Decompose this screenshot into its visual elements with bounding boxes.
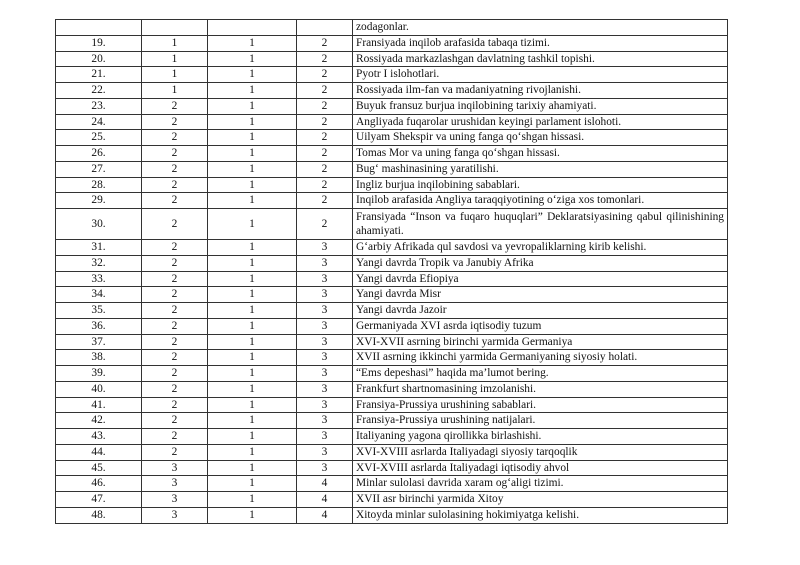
col-c-cell: 2 bbox=[297, 193, 353, 209]
table-row bbox=[56, 35, 728, 51]
col-b-cell: 1 bbox=[208, 413, 297, 429]
row-number-cell: 22. bbox=[56, 83, 142, 99]
table-row bbox=[56, 413, 728, 429]
col-a-cell: 2 bbox=[142, 303, 208, 319]
table-row bbox=[56, 177, 728, 193]
row-number-cell: 41. bbox=[56, 397, 142, 413]
questions-table-body bbox=[56, 20, 728, 524]
topic-cell: Uilyam Shekspir va uning fanga qo‘shgan hissasi. bbox=[353, 130, 728, 146]
col-b-cell: 1 bbox=[208, 381, 297, 397]
col-c-cell: 2 bbox=[297, 177, 353, 193]
topic-cell: Rossiyada markazlashgan davlatning tashkil topishi. bbox=[353, 51, 728, 67]
col-c-cell: 3 bbox=[297, 255, 353, 271]
col-b-cell: 1 bbox=[208, 492, 297, 508]
row-number-cell: 33. bbox=[56, 271, 142, 287]
row-number-cell: 45. bbox=[56, 460, 142, 476]
col-b-cell: 1 bbox=[208, 255, 297, 271]
table-row bbox=[56, 271, 728, 287]
col-b-cell: 1 bbox=[208, 51, 297, 67]
col-a-cell: 2 bbox=[142, 130, 208, 146]
col-b-cell: 1 bbox=[208, 444, 297, 460]
col-a-cell: 2 bbox=[142, 287, 208, 303]
col-c-cell: 3 bbox=[297, 350, 353, 366]
table-row bbox=[56, 98, 728, 114]
topic-cell: XVII asr birinchi yarmida Xitoy bbox=[353, 492, 728, 508]
col-b-cell: 1 bbox=[208, 83, 297, 99]
table-row bbox=[56, 429, 728, 445]
col-c-cell: 3 bbox=[297, 460, 353, 476]
col-a-cell: 2 bbox=[142, 146, 208, 162]
col-c-cell: 4 bbox=[297, 476, 353, 492]
col-a-cell bbox=[142, 20, 208, 36]
topic-cell: Germaniyada XVI asrda iqtisodiy tuzum bbox=[353, 318, 728, 334]
col-a-cell: 2 bbox=[142, 177, 208, 193]
col-b-cell: 1 bbox=[208, 177, 297, 193]
col-b-cell: 1 bbox=[208, 476, 297, 492]
col-a-cell: 2 bbox=[142, 318, 208, 334]
col-b-cell: 1 bbox=[208, 350, 297, 366]
col-b-cell: 1 bbox=[208, 240, 297, 256]
row-number-cell: 26. bbox=[56, 146, 142, 162]
table-row bbox=[56, 334, 728, 350]
col-c-cell: 3 bbox=[297, 444, 353, 460]
row-number-cell: 36. bbox=[56, 318, 142, 334]
topic-cell: Fransiya-Prussiya urushining sabablari. bbox=[353, 397, 728, 413]
topic-cell: Yangi davrda Jazoir bbox=[353, 303, 728, 319]
row-number-cell: 25. bbox=[56, 130, 142, 146]
col-c-cell: 2 bbox=[297, 130, 353, 146]
col-a-cell: 2 bbox=[142, 334, 208, 350]
col-c-cell: 2 bbox=[297, 83, 353, 99]
row-number-cell: 43. bbox=[56, 429, 142, 445]
col-c-cell: 2 bbox=[297, 35, 353, 51]
row-number-cell: 40. bbox=[56, 381, 142, 397]
col-b-cell: 1 bbox=[208, 161, 297, 177]
table-row bbox=[56, 492, 728, 508]
col-b-cell: 1 bbox=[208, 366, 297, 382]
table-row bbox=[56, 318, 728, 334]
row-number-cell: 34. bbox=[56, 287, 142, 303]
col-a-cell: 3 bbox=[142, 492, 208, 508]
table-row bbox=[56, 507, 728, 523]
topic-cell: zodagonlar. bbox=[353, 20, 728, 36]
col-a-cell: 1 bbox=[142, 35, 208, 51]
col-c-cell: 3 bbox=[297, 366, 353, 382]
topic-cell: Fransiya-Prussiya urushining natijalari. bbox=[353, 413, 728, 429]
col-a-cell: 2 bbox=[142, 350, 208, 366]
col-a-cell: 2 bbox=[142, 429, 208, 445]
table-row bbox=[56, 255, 728, 271]
row-number-cell: 47. bbox=[56, 492, 142, 508]
table-row bbox=[56, 209, 728, 240]
col-b-cell: 1 bbox=[208, 98, 297, 114]
col-c-cell: 2 bbox=[297, 209, 353, 240]
row-number-cell: 27. bbox=[56, 161, 142, 177]
topic-cell: XVII asrning ikkinchi yarmida Germaniyaning siyosiy holati. bbox=[353, 350, 728, 366]
row-number-cell: 23. bbox=[56, 98, 142, 114]
row-number-cell: 24. bbox=[56, 114, 142, 130]
table-row bbox=[56, 397, 728, 413]
topic-cell: Ingliz burjua inqilobining sabablari. bbox=[353, 177, 728, 193]
table-row bbox=[56, 130, 728, 146]
col-b-cell: 1 bbox=[208, 130, 297, 146]
topic-cell: Italiyaning yagona qirollikka birlashishi. bbox=[353, 429, 728, 445]
col-a-cell: 3 bbox=[142, 476, 208, 492]
topic-cell: Rossiyada ilm-fan va madaniyatning rivojlanishi. bbox=[353, 83, 728, 99]
topic-cell: XVI-XVIII asrlarda Italiyadagi siyosiy tarqoqlik bbox=[353, 444, 728, 460]
col-c-cell: 3 bbox=[297, 271, 353, 287]
topic-cell: Yangi davrda Tropik va Janubiy Afrika bbox=[353, 255, 728, 271]
col-c-cell: 2 bbox=[297, 146, 353, 162]
col-b-cell: 1 bbox=[208, 114, 297, 130]
col-c-cell: 3 bbox=[297, 303, 353, 319]
col-a-cell: 1 bbox=[142, 83, 208, 99]
table-row bbox=[56, 444, 728, 460]
row-number-cell: 48. bbox=[56, 507, 142, 523]
col-c-cell: 2 bbox=[297, 98, 353, 114]
col-b-cell: 1 bbox=[208, 67, 297, 83]
table-row bbox=[56, 476, 728, 492]
col-c-cell: 3 bbox=[297, 413, 353, 429]
topic-cell: “Ems depeshasi” haqida ma’lumot bering. bbox=[353, 366, 728, 382]
topic-cell: Yangi davrda Efiopiya bbox=[353, 271, 728, 287]
col-c-cell: 3 bbox=[297, 287, 353, 303]
topic-cell: Fransiyada “Inson va fuqaro huquqlari” Deklaratsiyasining qabul qilinishining ahamiyati. bbox=[353, 209, 728, 240]
col-a-cell: 2 bbox=[142, 255, 208, 271]
row-number-cell: 35. bbox=[56, 303, 142, 319]
table-row bbox=[56, 83, 728, 99]
col-b-cell: 1 bbox=[208, 287, 297, 303]
table-row bbox=[56, 193, 728, 209]
table-row bbox=[56, 146, 728, 162]
row-number-cell: 28. bbox=[56, 177, 142, 193]
questions-table bbox=[55, 19, 728, 524]
row-number-cell: 46. bbox=[56, 476, 142, 492]
col-b-cell: 1 bbox=[208, 271, 297, 287]
row-number-cell: 42. bbox=[56, 413, 142, 429]
col-a-cell: 2 bbox=[142, 240, 208, 256]
row-number-cell: 44. bbox=[56, 444, 142, 460]
topic-cell: Pyotr I islohotlari. bbox=[353, 67, 728, 83]
row-number-cell: 21. bbox=[56, 67, 142, 83]
col-c-cell: 3 bbox=[297, 429, 353, 445]
row-number-cell: 31. bbox=[56, 240, 142, 256]
table-row bbox=[56, 67, 728, 83]
row-number-cell bbox=[56, 20, 142, 36]
topic-cell: Buyuk fransuz burjua inqilobining tarixiy ahamiyati. bbox=[353, 98, 728, 114]
col-a-cell: 1 bbox=[142, 67, 208, 83]
col-b-cell: 1 bbox=[208, 429, 297, 445]
topic-cell: XVI-XVIII asrlarda Italiyadagi iqtisodiy ahvol bbox=[353, 460, 728, 476]
col-a-cell: 2 bbox=[142, 98, 208, 114]
col-b-cell: 1 bbox=[208, 507, 297, 523]
col-a-cell: 2 bbox=[142, 444, 208, 460]
row-number-cell: 29. bbox=[56, 193, 142, 209]
row-number-cell: 19. bbox=[56, 35, 142, 51]
topic-cell: Yangi davrda Misr bbox=[353, 287, 728, 303]
topic-cell: XVI-XVII asrning birinchi yarmida Germaniya bbox=[353, 334, 728, 350]
col-b-cell: 1 bbox=[208, 146, 297, 162]
col-c-cell: 2 bbox=[297, 67, 353, 83]
col-b-cell: 1 bbox=[208, 303, 297, 319]
col-a-cell: 2 bbox=[142, 271, 208, 287]
topic-cell: Minlar sulolasi davrida xaram og‘aligi tizimi. bbox=[353, 476, 728, 492]
table-row bbox=[56, 303, 728, 319]
col-b-cell: 1 bbox=[208, 397, 297, 413]
col-a-cell: 3 bbox=[142, 507, 208, 523]
col-b-cell: 1 bbox=[208, 209, 297, 240]
topic-cell: Frankfurt shartnomasining imzolanishi. bbox=[353, 381, 728, 397]
row-number-cell: 32. bbox=[56, 255, 142, 271]
col-c-cell: 3 bbox=[297, 334, 353, 350]
topic-cell: Bug‘ mashinasining yaratilishi. bbox=[353, 161, 728, 177]
col-c-cell: 4 bbox=[297, 507, 353, 523]
col-a-cell: 2 bbox=[142, 161, 208, 177]
col-b-cell: 1 bbox=[208, 35, 297, 51]
row-number-cell: 30. bbox=[56, 209, 142, 240]
col-c-cell: 3 bbox=[297, 381, 353, 397]
topic-cell: G‘arbiy Afrikada qul savdosi va yevropaliklarning kirib kelishi. bbox=[353, 240, 728, 256]
col-a-cell: 2 bbox=[142, 114, 208, 130]
col-a-cell: 2 bbox=[142, 381, 208, 397]
col-c-cell: 2 bbox=[297, 114, 353, 130]
table-row bbox=[56, 161, 728, 177]
topic-cell: Angliyada fuqarolar urushidan keyingi parlament islohoti. bbox=[353, 114, 728, 130]
table-row bbox=[56, 114, 728, 130]
col-b-cell: 1 bbox=[208, 460, 297, 476]
table-row bbox=[56, 240, 728, 256]
col-a-cell: 2 bbox=[142, 397, 208, 413]
topic-cell: Inqilob arafasida Angliya taraqqiyotining o‘ziga xos tomonlari. bbox=[353, 193, 728, 209]
row-number-cell: 20. bbox=[56, 51, 142, 67]
table-row bbox=[56, 460, 728, 476]
col-b-cell: 1 bbox=[208, 318, 297, 334]
table-row bbox=[56, 366, 728, 382]
col-c-cell: 3 bbox=[297, 240, 353, 256]
table-row bbox=[56, 381, 728, 397]
table-row bbox=[56, 20, 728, 36]
col-a-cell: 2 bbox=[142, 193, 208, 209]
col-c-cell: 2 bbox=[297, 161, 353, 177]
topic-cell: Fransiyada inqilob arafasida tabaqa tizimi. bbox=[353, 35, 728, 51]
col-b-cell: 1 bbox=[208, 334, 297, 350]
table-row bbox=[56, 287, 728, 303]
col-a-cell: 2 bbox=[142, 413, 208, 429]
topic-cell: Xitoyda minlar sulolasining hokimiyatga kelishi. bbox=[353, 507, 728, 523]
row-number-cell: 37. bbox=[56, 334, 142, 350]
col-a-cell: 2 bbox=[142, 366, 208, 382]
col-a-cell: 1 bbox=[142, 51, 208, 67]
topic-cell: Tomas Mor va uning fanga qo‘shgan hissasi. bbox=[353, 146, 728, 162]
row-number-cell: 38. bbox=[56, 350, 142, 366]
col-c-cell: 4 bbox=[297, 492, 353, 508]
col-c-cell: 3 bbox=[297, 397, 353, 413]
table-row bbox=[56, 350, 728, 366]
col-b-cell: 1 bbox=[208, 193, 297, 209]
col-b-cell bbox=[208, 20, 297, 36]
row-number-cell: 39. bbox=[56, 366, 142, 382]
col-a-cell: 3 bbox=[142, 460, 208, 476]
col-c-cell: 2 bbox=[297, 51, 353, 67]
table-row bbox=[56, 51, 728, 67]
col-c-cell: 3 bbox=[297, 318, 353, 334]
col-a-cell: 2 bbox=[142, 209, 208, 240]
col-c-cell bbox=[297, 20, 353, 36]
